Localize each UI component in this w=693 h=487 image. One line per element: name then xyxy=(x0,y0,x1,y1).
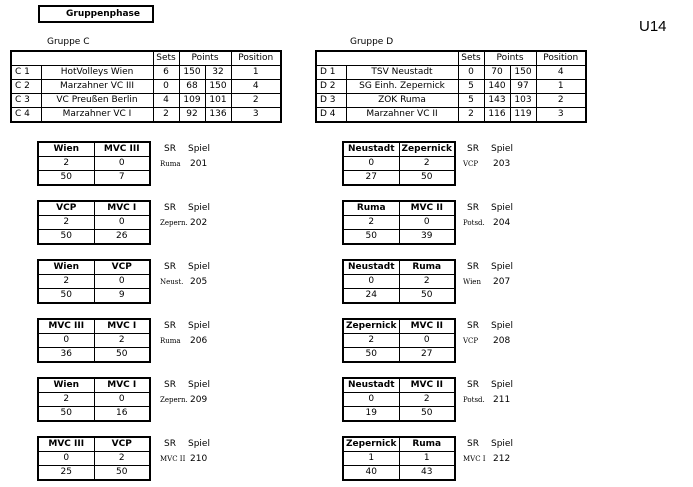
match-sets-home: 0 xyxy=(38,334,94,348)
match-table xyxy=(342,377,456,422)
match-sets-home: 2 xyxy=(343,334,399,348)
team-row xyxy=(316,66,586,80)
team-code: D 3 xyxy=(316,94,346,108)
team-row xyxy=(11,108,281,123)
match-away-team: Zepernick xyxy=(399,142,455,157)
match-sets-away: 0 xyxy=(94,275,150,289)
match-sets-home: 0 xyxy=(38,452,94,466)
match-points-away: 50 xyxy=(94,466,150,481)
match-sets xyxy=(38,334,150,348)
match-teams xyxy=(38,437,150,452)
match-sets-home: 2 xyxy=(38,393,94,407)
game-number: 211 xyxy=(493,395,511,405)
team-position: 1 xyxy=(231,66,281,80)
match-points xyxy=(343,466,455,481)
match-sets-away: 2 xyxy=(399,275,455,289)
match-home-team: Zepernick xyxy=(343,437,399,452)
match-home-team: Zepernick xyxy=(343,319,399,334)
team-code: C 1 xyxy=(11,66,41,80)
team-points-for: 70 xyxy=(484,66,510,80)
spiel-label: Spiel xyxy=(188,262,210,272)
team-points-against: 119 xyxy=(510,108,536,123)
match-away-team: MVC II xyxy=(399,378,455,393)
match-points-away: 50 xyxy=(399,171,455,186)
sr-label: SR xyxy=(164,203,176,213)
team-points-against: 150 xyxy=(510,66,536,80)
header-position: Position xyxy=(231,51,281,66)
match-away-team: Ruma xyxy=(399,437,455,452)
match-points-away: 16 xyxy=(94,407,150,422)
team-code: C 3 xyxy=(11,94,41,108)
spiel-label: Spiel xyxy=(491,144,513,154)
match-table xyxy=(37,200,151,245)
match-away-team: MVC I xyxy=(94,378,150,393)
match-points-home: 50 xyxy=(38,289,94,304)
match-sets-away: 0 xyxy=(94,157,150,171)
match-away-team: Ruma xyxy=(399,260,455,275)
header-sets: Sets xyxy=(458,51,484,66)
match-home-team: Ruma xyxy=(343,201,399,216)
referee-team: VCP xyxy=(463,337,479,345)
match-sets xyxy=(38,393,150,407)
team-position: 4 xyxy=(231,80,281,94)
match-points-home: 40 xyxy=(343,466,399,481)
team-row xyxy=(11,80,281,94)
match-away-team: MVC II xyxy=(399,201,455,216)
game-number: 209 xyxy=(190,395,208,405)
team-points-against: 103 xyxy=(510,94,536,108)
team-sets: 0 xyxy=(153,80,179,94)
team-name: VC Preußen Berlin xyxy=(41,94,153,108)
standings-table xyxy=(10,50,282,123)
referee-team: Potsd. xyxy=(463,219,485,227)
referee-team: MVC II xyxy=(160,455,186,463)
team-position: 3 xyxy=(536,108,586,123)
team-sets: 4 xyxy=(153,94,179,108)
team-name: TSV Neustadt xyxy=(346,66,458,80)
match-points xyxy=(38,171,150,186)
team-points-for: 140 xyxy=(484,80,510,94)
sr-label: SR xyxy=(164,439,176,449)
match-home-team: VCP xyxy=(38,201,94,216)
team-points-for: 116 xyxy=(484,108,510,123)
referee-team: Zepern. xyxy=(160,396,188,404)
referee-team: MVC I xyxy=(463,455,486,463)
sr-label: SR xyxy=(467,144,479,154)
team-name: ZOK Ruma xyxy=(346,94,458,108)
header-points: Points xyxy=(179,51,231,66)
group-name: Gruppe C xyxy=(47,37,90,47)
match-teams xyxy=(343,437,455,452)
match-points-home: 27 xyxy=(343,171,399,186)
game-number: 206 xyxy=(190,336,208,346)
team-points-for: 68 xyxy=(179,80,205,94)
spiel-label: Spiel xyxy=(188,380,210,390)
spiel-label: Spiel xyxy=(188,144,210,154)
team-row xyxy=(316,108,586,123)
match-home-team: Neustadt xyxy=(343,260,399,275)
match-points-away: 9 xyxy=(94,289,150,304)
team-row xyxy=(316,94,586,108)
match-points-away: 50 xyxy=(94,348,150,363)
match-points xyxy=(343,407,455,422)
match-home-team: Wien xyxy=(38,260,94,275)
match-teams xyxy=(343,142,455,157)
team-row xyxy=(11,66,281,80)
game-number: 201 xyxy=(190,159,208,169)
referee-team: Wien xyxy=(463,278,481,286)
match-sets-home: 1 xyxy=(343,452,399,466)
match-points xyxy=(343,289,455,304)
team-sets: 2 xyxy=(153,108,179,123)
game-number: 202 xyxy=(190,218,208,228)
match-points xyxy=(38,407,150,422)
standings-header xyxy=(316,51,586,66)
match-teams xyxy=(38,142,150,157)
match-points xyxy=(38,230,150,245)
match-points xyxy=(343,348,455,363)
match-points-away: 7 xyxy=(94,171,150,186)
team-points-for: 109 xyxy=(179,94,205,108)
match-table xyxy=(342,436,456,481)
match-away-team: MVC I xyxy=(94,319,150,334)
spiel-label: Spiel xyxy=(491,439,513,449)
match-away-team: MVC III xyxy=(94,142,150,157)
team-code: D 4 xyxy=(316,108,346,123)
sr-label: SR xyxy=(164,144,176,154)
sr-label: SR xyxy=(467,262,479,272)
match-points xyxy=(38,289,150,304)
match-teams xyxy=(38,378,150,393)
team-position: 2 xyxy=(536,94,586,108)
game-number: 210 xyxy=(190,454,208,464)
age-group-label: U14 xyxy=(639,18,667,35)
team-name: Marzahner VC II xyxy=(346,108,458,123)
match-table xyxy=(37,141,151,186)
match-sets-away: 2 xyxy=(94,334,150,348)
match-home-team: Wien xyxy=(38,378,94,393)
header-blank xyxy=(316,51,346,66)
match-points-home: 50 xyxy=(343,230,399,245)
match-sets xyxy=(343,216,455,230)
spiel-label: Spiel xyxy=(188,203,210,213)
team-points-for: 150 xyxy=(179,66,205,80)
sr-label: SR xyxy=(467,380,479,390)
referee-team: Neust. xyxy=(160,278,184,286)
team-points-against: 150 xyxy=(205,80,231,94)
match-sets xyxy=(38,452,150,466)
match-sets xyxy=(343,452,455,466)
match-home-team: MVC III xyxy=(38,437,94,452)
team-name: SG Einh. Zepernick xyxy=(346,80,458,94)
sr-label: SR xyxy=(467,321,479,331)
spiel-label: Spiel xyxy=(188,439,210,449)
match-teams xyxy=(343,260,455,275)
team-name: HotVolleys Wien xyxy=(41,66,153,80)
header-blank xyxy=(41,51,153,66)
match-sets xyxy=(343,157,455,171)
game-number: 204 xyxy=(493,218,511,228)
match-table xyxy=(342,141,456,186)
standings-header xyxy=(11,51,281,66)
team-position: 2 xyxy=(231,94,281,108)
match-table xyxy=(37,259,151,304)
header-blank xyxy=(11,51,41,66)
standings-table xyxy=(315,50,587,123)
match-points-away: 39 xyxy=(399,230,455,245)
match-points-home: 50 xyxy=(38,171,94,186)
team-points-against: 32 xyxy=(205,66,231,80)
match-sets xyxy=(38,157,150,171)
match-away-team: VCP xyxy=(94,260,150,275)
match-sets-away: 1 xyxy=(399,452,455,466)
match-sets-home: 0 xyxy=(343,157,399,171)
match-points-away: 50 xyxy=(399,407,455,422)
spiel-label: Spiel xyxy=(491,321,513,331)
match-sets-home: 2 xyxy=(38,216,94,230)
team-points-against: 136 xyxy=(205,108,231,123)
sr-label: SR xyxy=(467,203,479,213)
match-sets-away: 2 xyxy=(94,452,150,466)
team-sets: 0 xyxy=(458,66,484,80)
match-points-away: 27 xyxy=(399,348,455,363)
team-code: D 2 xyxy=(316,80,346,94)
team-name: Marzahner VC I xyxy=(41,108,153,123)
team-points-against: 97 xyxy=(510,80,536,94)
match-teams xyxy=(343,201,455,216)
match-away-team: MVC I xyxy=(94,201,150,216)
match-table xyxy=(37,377,151,422)
header-sets: Sets xyxy=(153,51,179,66)
match-points-home: 50 xyxy=(343,348,399,363)
match-teams xyxy=(343,378,455,393)
match-home-team: MVC III xyxy=(38,319,94,334)
match-points-away: 50 xyxy=(399,289,455,304)
match-table xyxy=(342,259,456,304)
header-blank xyxy=(346,51,458,66)
game-number: 207 xyxy=(493,277,511,287)
spiel-label: Spiel xyxy=(491,262,513,272)
match-points-away: 26 xyxy=(94,230,150,245)
game-number: 208 xyxy=(493,336,511,346)
match-points-away: 43 xyxy=(399,466,455,481)
game-number: 203 xyxy=(493,159,511,169)
team-sets: 6 xyxy=(153,66,179,80)
match-away-team: VCP xyxy=(94,437,150,452)
match-points xyxy=(38,466,150,481)
match-table xyxy=(342,200,456,245)
game-number: 212 xyxy=(493,454,511,464)
match-table xyxy=(37,436,151,481)
team-row xyxy=(316,80,586,94)
team-points-against: 101 xyxy=(205,94,231,108)
match-points-home: 19 xyxy=(343,407,399,422)
match-teams xyxy=(343,319,455,334)
match-points-home: 36 xyxy=(38,348,94,363)
match-away-team: MVC II xyxy=(399,319,455,334)
team-sets: 5 xyxy=(458,80,484,94)
team-code: D 1 xyxy=(316,66,346,80)
team-code: C 4 xyxy=(11,108,41,123)
team-sets: 2 xyxy=(458,108,484,123)
match-home-team: Neustadt xyxy=(343,142,399,157)
referee-team: Zepern. xyxy=(160,219,188,227)
group-name: Gruppe D xyxy=(350,37,394,47)
referee-team: Potsd. xyxy=(463,396,485,404)
match-sets xyxy=(343,393,455,407)
referee-team: VCP xyxy=(463,160,479,168)
match-sets-home: 0 xyxy=(343,393,399,407)
team-position: 4 xyxy=(536,66,586,80)
sr-label: SR xyxy=(164,380,176,390)
referee-team: Ruma xyxy=(160,160,181,168)
match-points-home: 50 xyxy=(38,407,94,422)
match-home-team: Wien xyxy=(38,142,94,157)
team-position: 1 xyxy=(536,80,586,94)
match-points xyxy=(343,230,455,245)
team-points-for: 143 xyxy=(484,94,510,108)
match-table xyxy=(37,318,151,363)
match-points xyxy=(343,171,455,186)
header-position: Position xyxy=(536,51,586,66)
team-sets: 5 xyxy=(458,94,484,108)
match-points xyxy=(38,348,150,363)
sr-label: SR xyxy=(467,439,479,449)
team-code: C 2 xyxy=(11,80,41,94)
match-sets-away: 2 xyxy=(399,393,455,407)
team-name: Marzahner VC III xyxy=(41,80,153,94)
game-number: 205 xyxy=(190,277,208,287)
match-sets-away: 0 xyxy=(399,334,455,348)
sr-label: SR xyxy=(164,262,176,272)
team-row xyxy=(11,94,281,108)
match-sets-home: 2 xyxy=(38,275,94,289)
match-sets xyxy=(343,275,455,289)
match-sets xyxy=(38,275,150,289)
team-points-for: 92 xyxy=(179,108,205,123)
match-points-home: 25 xyxy=(38,466,94,481)
spiel-label: Spiel xyxy=(491,203,513,213)
match-sets xyxy=(343,334,455,348)
match-points-home: 50 xyxy=(38,230,94,245)
match-sets-home: 0 xyxy=(343,275,399,289)
match-sets xyxy=(38,216,150,230)
match-home-team: Neustadt xyxy=(343,378,399,393)
team-position: 3 xyxy=(231,108,281,123)
match-sets-away: 0 xyxy=(399,216,455,230)
match-teams xyxy=(38,260,150,275)
phase-title: Gruppenphase xyxy=(38,5,154,23)
referee-team: Ruma xyxy=(160,337,181,345)
match-points-home: 24 xyxy=(343,289,399,304)
match-sets-home: 2 xyxy=(343,216,399,230)
match-sets-away: 2 xyxy=(399,157,455,171)
match-table xyxy=(342,318,456,363)
spiel-label: Spiel xyxy=(188,321,210,331)
spiel-label: Spiel xyxy=(491,380,513,390)
match-sets-home: 2 xyxy=(38,157,94,171)
match-sets-away: 0 xyxy=(94,216,150,230)
sr-label: SR xyxy=(164,321,176,331)
match-teams xyxy=(38,319,150,334)
match-teams xyxy=(38,201,150,216)
header-points: Points xyxy=(484,51,536,66)
match-sets-away: 0 xyxy=(94,393,150,407)
